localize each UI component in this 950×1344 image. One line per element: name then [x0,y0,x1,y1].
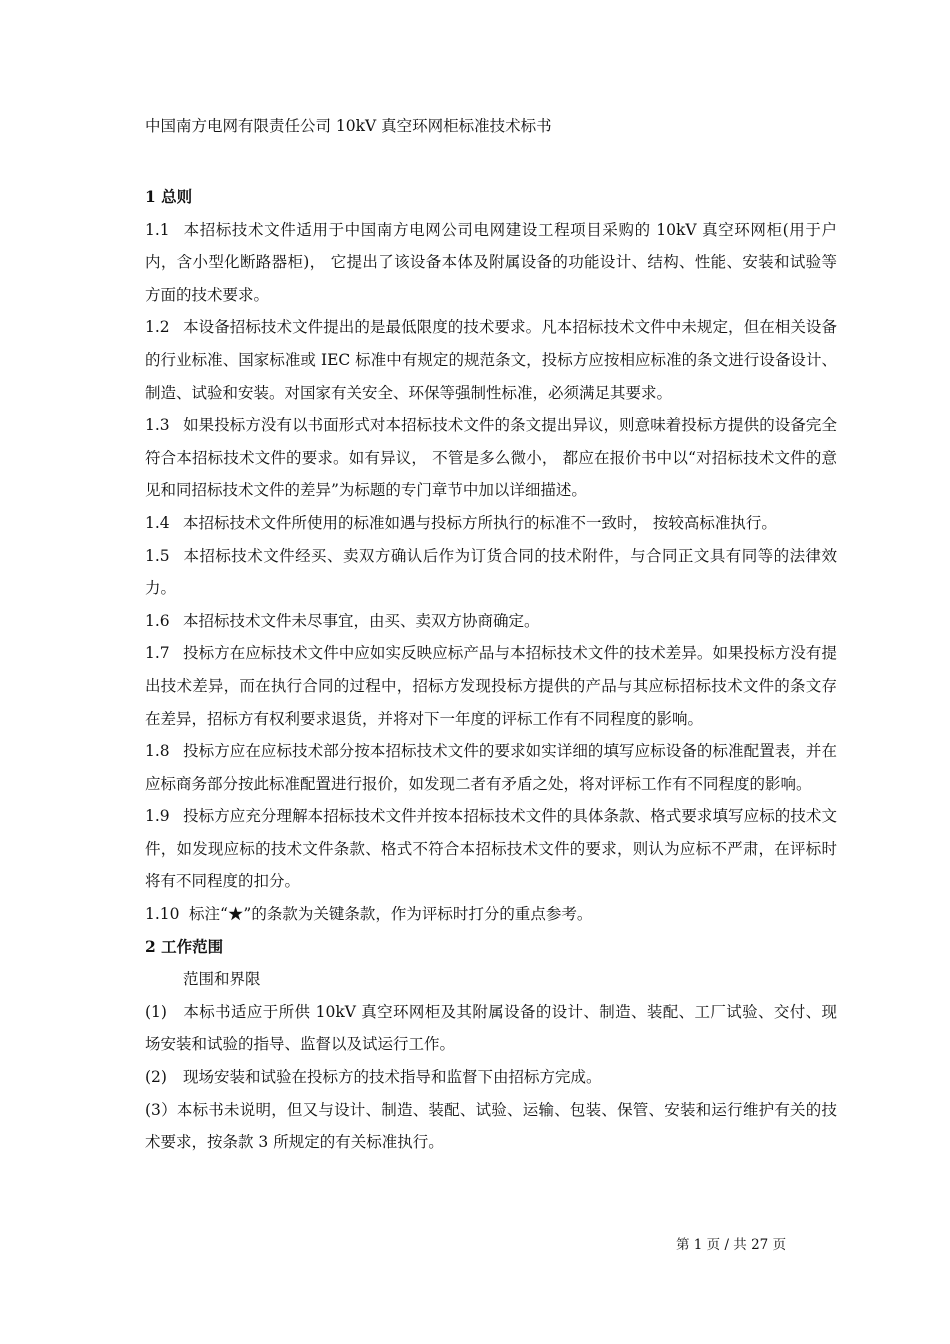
item-number: (2) [145,1068,167,1087]
document-title: 中国南方电网有限责任公司 10kV 真空环网柜标准技术标书 [145,117,552,135]
item-text: 本标书适应于所供 10kV 真空环网柜及其附属设备的设计、制造、装配、工厂试验、交付、现场安装和试验的指导、监督以及试运行工作。 [145,1002,837,1054]
item-text: 本标书未说明，但又与设计、制造、装配、试验、运输、包装、保管、安装和运行维护有关的技术要求，按条款 3 所规定的有关标准执行。 [145,1100,837,1152]
clause-number: 1.9 [145,807,170,826]
clause-text: 投标方应充分理解本招标技术文件并按本招标技术文件的具体条款、格式要求填写应标的技术文件，如发现应标的技术文件条款、格式不符合本招标技术文件的要求，则认为应标不严肃，在评标时将有不同程度的扣分。 [145,807,837,891]
page-number-footer: 第 1 页 / 共 27 页 [676,1237,787,1253]
clause-1-7 [145,637,837,735]
section-1-heading: 1 总则 [145,187,193,206]
clause-number: 1.2 [145,318,170,337]
clause-number: 1.5 [145,546,170,565]
clause-1-1 [145,214,837,312]
section-2-subheading: 范围和界限 [183,970,261,989]
clause-1-4 [145,507,837,540]
clause-text: 如果投标方没有以书面形式对本招标技术文件的条文提出异议，则意味着投标方提供的设备完全符合本招标技术文件的要求。如有异议， 不管是多么微小， 都应在报价书中以“对招标技术文件的意见和同招标技术文件的差异”为标题的专门章节中加以详细描述。 [145,416,837,500]
item-text: 现场安装和试验在投标方的技术指导和监督下由招标方完成。 [183,1068,602,1087]
clause-text: 本招标技术文件适用于中国南方电网公司电网建设工程项目采购的 10kV 真空环网柜(用于户内，含小型化断路器柜)， 它提出了该设备本体及附属设备的功能设计、结构、性能、安装和试验等方面的技术要求。 [145,220,837,304]
clause-number: 1.6 [145,611,170,630]
clause-1-8 [145,735,837,800]
clause-text: 标注“★”的条款为关键条款，作为评标时打分的重点参考。 [189,905,593,924]
scope-item-3 [145,1094,837,1159]
clause-number: 1.4 [145,513,170,532]
clause-text: 本招标技术文件经买、卖双方确认后作为订货合同的技术附件，与合同正文具有同等的法律效力。 [145,546,837,598]
clause-number: 1.3 [145,416,170,435]
clause-text: 本招标技术文件未尽事宜，由买、卖双方协商确定。 [183,611,540,630]
scope-item-1 [145,996,837,1061]
clause-1-5 [145,540,837,605]
clause-text: 投标方在应标技术文件中应如实反映应标产品与本招标技术文件的技术差异。如果投标方没有提出技术差异，而在执行合同的过程中，招标方发现投标方提供的产品与其应标招标技术文件的条文存在差异，招标方有权利要求退货，并将对下一年度的评标工作有不同程度的影响。 [145,644,837,728]
clause-text: 本招标技术文件所使用的标准如遇与投标方所执行的标准不一致时， 按较高标准执行。 [183,513,777,532]
clause-text: 投标方应在应标技术部分按本招标技术文件的要求如实详细的填写应标设备的标准配置表，并在应标商务部分按此标准配置进行报价，如发现二者有矛盾之处，将对评标工作有不同程度的影响。 [145,742,837,793]
clause-number: 1.7 [145,644,170,663]
clause-1-6 [145,605,837,638]
clause-1-10 [145,898,837,931]
clause-1-3 [145,409,837,507]
section-2-heading: 2 工作范围 [145,936,224,956]
clause-number: 1.10 [145,905,180,924]
clause-text: 本设备招标技术文件提出的是最低限度的技术要求。凡本招标技术文件中未规定，但在相关设备的行业标准、国家标准或 IEC 标准中有规定的规范条文，投标方应按相应标准的条文进行设备设计、制造、试验和安装。对国家有关安全、环保等强制性标准，必须满足其要求。 [145,318,837,402]
item-number: (3） [145,1100,177,1119]
clause-number: 1.1 [145,220,170,239]
document-body [145,181,837,1159]
scope-item-2 [145,1061,837,1094]
item-number: (1) [145,1002,167,1021]
clause-1-2 [145,311,837,409]
clause-number: 1.8 [145,742,170,761]
clause-1-9 [145,800,837,898]
